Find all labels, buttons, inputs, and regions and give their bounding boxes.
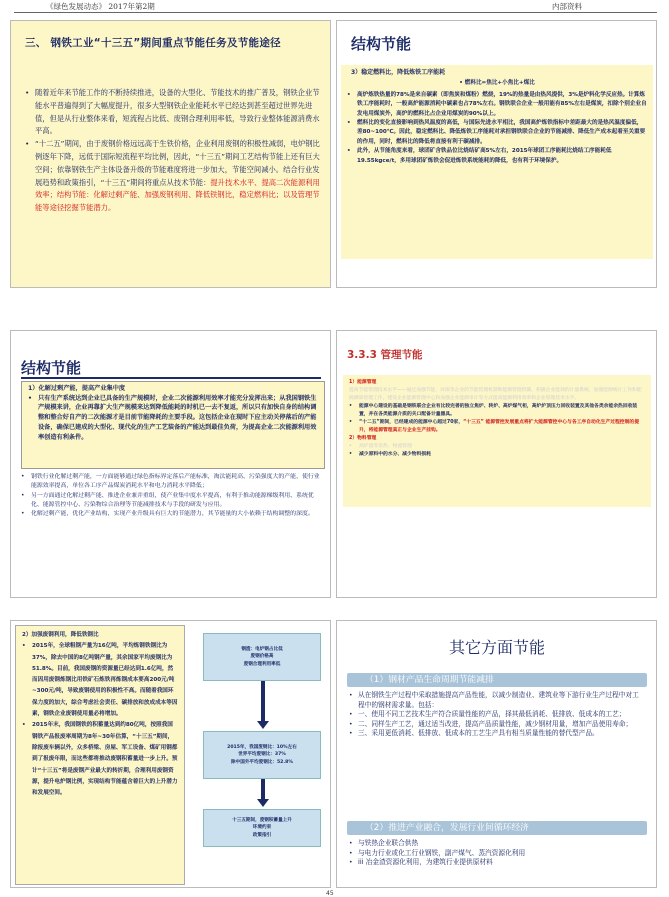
slide-bullets xyxy=(21,473,325,519)
faded-text: 提高节能管理技术水平——通过加强节能、环保等企业的节能管理机制和能源管理机制，积极企业能效的计量系统，加强能源统计工作和能源测算管理工作，建设企业能源管理中心和加强企业能源审计等方式提高能源利用效率和企业管理技术水平。 xyxy=(349,388,642,401)
bullet-item: • 钢铁行业化解过剩产能，一方面能够通过绿色指标界定落后产能标准，淘汰能耗高、污染强度大的产能，使行业能源效率提高，单位各工序产品煤炭消耗水平和电力消耗水平降低； xyxy=(21,473,325,492)
flow-box-current-status xyxy=(203,633,321,681)
bullet-item: • 此外，从节能角度来看，球团矿含铁品位比烧结矿高5%左右，2015年球团工序能耗比烧结工序能耗低19.55kgce/t，多用球团矿炼铁会促进炼铁系统能耗的降低，也有利于环境保护。 xyxy=(347,147,647,166)
bullet-item: • 高炉炼铁热量的78%是来自碳素（即焦炭和煤粉）燃烧，19%的热量是由热风提供，3%是炉料化学反应热。计算炼铁工序能耗时，一般高炉能源消耗中碳素也占78%左右。钢铁联合企业一般用能有85%左右是煤炭，扣除个别企业自发电用煤炭外，高炉的燃料比占企业用煤炭的90%以上。 xyxy=(347,91,647,119)
section-bar: （1）钢材产品生命周期节能减排 xyxy=(347,673,647,687)
bullet-item: • 与铁热企业联合供热 xyxy=(349,839,645,849)
section-bar: （2）推进产业融合，发展行业间循环经济 xyxy=(347,821,647,835)
header-left: 《绿色发展动态》 2017年第2期 xyxy=(46,2,155,11)
flow-text: 政策指引 xyxy=(252,832,272,838)
flow-text: 世界平均废钢比：37% xyxy=(238,752,286,758)
slide-structural-saving-capacity xyxy=(10,330,331,598)
bullet-item: • 燃料比的变化直接影响到热风温度的高低，与国际先进水平相比，我国高炉炼铁指标中差距最大的是热风温度偏低，差80~100℃。因此，稳定燃料比、降低炼铁工序能耗对承担钢铁联合企业的节能减排、降低生产成本起着至关重要的作用，同时，燃料比的降低将直接有利于碳减排。 xyxy=(347,119,647,147)
header-divider xyxy=(14,12,657,13)
content-box xyxy=(15,625,185,885)
flow-box-outlook xyxy=(203,809,321,847)
bullet-item: • 二、同样生产工艺，通过适当改进，提高产品质量性能，减少钢材用量，增加产品使用寿命； xyxy=(349,720,645,730)
bullet-item: • iii 冶金渣资源化利用，为建筑行业提供原材料 xyxy=(349,858,645,868)
flow-text: 钢渣：电炉钢占比低 xyxy=(241,646,283,652)
slide-title: 3.3.3 管理节能 xyxy=(347,349,423,361)
header-right: 内部资料 xyxy=(552,2,582,11)
bullet-item: • 与电力行业或化工行业钢铁，副产煤气、蒸汽资源化利用 xyxy=(349,849,645,859)
bullet-item: • 三、采用更低消耗、低排放、低成本的工艺生产具有相当质量性能的替代型产品。 xyxy=(349,729,645,739)
slide-bullets xyxy=(25,87,325,215)
bullet-item: • 化解过剩产能，优化产业结构，实现产业升级具有巨大的节能潜力，其节能量的大小依赖于结构调整的深度。 xyxy=(21,510,325,519)
bullet-item: • 只有生产系统达到企业已具备的生产规模时，企业二次能源利用效率才能充分发挥出来；从我国钢铁生产规模来讲，企业再靠扩大生产规模来达到降低能耗的时机已一去不复返，所以只有加快自身的结构调整和整合好自产的二次能源才是目前节能降耗的主要手段。这包括企业在现时下应主动关停落后的产能设备，确保已建成的大型化、现代化的生产工艺装备的产能达到最佳负荷，为提高企业二次能源利用效率创造有利条件。 xyxy=(28,394,318,443)
flow-text: 除中国外平均废钢比：52.8% xyxy=(231,759,293,765)
flow-arrow-line xyxy=(261,779,265,801)
bullet-highlight: 提升技术水平、提高二次能源利用效率；结构节能：化解过剩产能、加强废钢利用、降低铁钢比，稳定燃料比；以及管理节能等途径挖掘节能潜力。 xyxy=(35,177,320,213)
slide-management-saving xyxy=(336,330,657,598)
subheading: 2）物料管理 xyxy=(349,436,377,441)
bullet-item: • 从在钢铁生产过程中采取措施提高产品性能，以减少制造业、建筑业等下游行业生产过程中对工程中的钢材需求量。包括： xyxy=(349,691,645,710)
subheading: 2）加强废钢利用，降低铁钢比 xyxy=(22,632,99,638)
bullet-item: • 减少原料中的水分、减少物料损耗 xyxy=(349,451,645,459)
content-box xyxy=(21,381,325,469)
bullet-item xyxy=(25,87,325,138)
subheading: 1）化解过剩产能，提高产业集中度 xyxy=(28,385,126,392)
slide-key-tasks xyxy=(10,20,331,288)
title-underline xyxy=(21,377,321,379)
flow-text: 废钢合理利用率低 xyxy=(243,661,281,667)
flow-arrow-down-icon xyxy=(257,799,269,807)
content-box xyxy=(343,375,651,507)
flow-box-ratio xyxy=(203,731,321,779)
section-content xyxy=(349,839,645,868)
flow-text: 十三五期间，废钢积蓄量上升 xyxy=(232,817,292,823)
bullet-text: “十二五”期间，由于废钢价格远远高于生铁价格，企业利用废钢的积极性减弱，电炉钢比例逐年下降，远低于国际短流程平均比例，因此，“十三五”期间工艺结构节能上还有巨大空间；依靠钢铁生产主体设备升级的节能难度将进一步加大，节能空间减小。结合行业发展趋势和政策指引，“十三五”期间将重点从技术节能： xyxy=(35,139,320,187)
formula: • 燃料比=焦比+小焦比+煤比 xyxy=(459,80,535,87)
subheading: 1）能源管理 xyxy=(349,380,377,385)
bullet-item: • 能源中心建设的基础是钢铁联合企业有比较完善的独立焦炉、转炉、高炉煤气柜，高炉炉顶压力回收装置及其他各类余能余热回收装置，并在各类能源介质的关口配备计量器具。 xyxy=(349,403,645,419)
slide-scrap-steel xyxy=(10,620,331,888)
flow-text: 2015年，我国废钢比：10%左右 xyxy=(227,744,297,750)
slide-title: 结构节能 xyxy=(351,35,412,53)
slide-title: 三、 钢铁工业“十三五”期间重点节能任务及节能途径 xyxy=(25,37,281,49)
flow-arrow-down-icon xyxy=(257,721,269,729)
content-box xyxy=(341,65,653,259)
bullet-text: 随着近年来节能工作的不断持续推进，设备的大型化、节能技术的推广普及，钢铁企业节能水平普遍得到了大幅度提升，很多大型钢铁企业能耗水平已经达到甚至超过世界先进值，但是从行业整体来看，短流程占比低、废钢合理利用率低，导致行业整体能源消费水平高。 xyxy=(35,88,320,136)
slide-title: 其它方面节能 xyxy=(448,638,545,657)
bullet-item: • 高炉渣等余热、物流管理 xyxy=(349,443,645,451)
bullet-item: • 另一方面通过化解过剩产能、推进企业兼并重组，使产业集中度水平提高，有利于推动能源梯级利用、系统优化、能源管控中心、污染物综合治理等节能减排技术与手段的研发与应用。 xyxy=(21,492,325,511)
section-content xyxy=(349,691,645,739)
bullet-text: “十二五”期间，已经建成的能源中心超过70家， xyxy=(359,420,464,425)
bullet-item: • 一、使用不同工艺技术生产符合质量性能的产品，择其最低消耗、低排放、低成本的工艺； xyxy=(349,710,645,720)
flow-arrow-line xyxy=(261,681,265,723)
slide-structural-saving-fuel xyxy=(336,20,657,288)
page-number: 45 xyxy=(326,890,334,897)
flow-text: 环境约束 xyxy=(252,825,272,831)
bullet-item xyxy=(349,419,645,435)
bullet-item: • 2015年，全球粗钢产量为16亿吨，平均炼钢铁钢比为37%，除去中国的8亿吨钢产量，其余国家平均废钢比为51.8%。目前，我国废钢的资源量已经达到1.6亿吨，然而因用废钢炼钢比用铁矿石炼铁再炼钢成本要高200元/吨~300元/吨，导致废钢使用的积极性不高。而随着我国环保力度的加大，综合考虑社会责任、碳排放和放成成本等因素，钢铁企业废钢使用量必将增加。 xyxy=(22,641,178,720)
bullet-highlight: “十三五” 能源管控发展重点将扩大能源管控中心与各工序自动化生产过程控制的提升，将能源管理真正与企业生产挂钩。 xyxy=(359,420,639,433)
flow-text: 废钢价格高 xyxy=(250,654,274,660)
slide-title: 结构节能 xyxy=(21,359,82,377)
slide-other-saving xyxy=(336,620,657,888)
bullet-item: • 2015年末，我国钢铁的积蓄量达到约80亿吨，按照我国钢铁产品报废率周期为8年~30年估算，“十三五”期间，除报废车辆以外，众多桥梁、房屋、军工设备、煤矿用钢都到了报废年限，而这些都将推动废钢积蓄量进一步上升。预计“十三五”将是废钢产业最大的转折期，合理利用废钢资源，提升电炉钢比例，实现结构节能蕴含着巨大的上升潜力和发展空间。 xyxy=(22,720,178,799)
bullet-item xyxy=(25,138,325,215)
subheading: 3）稳定燃料比，降低炼铁工序能耗 xyxy=(351,69,446,76)
